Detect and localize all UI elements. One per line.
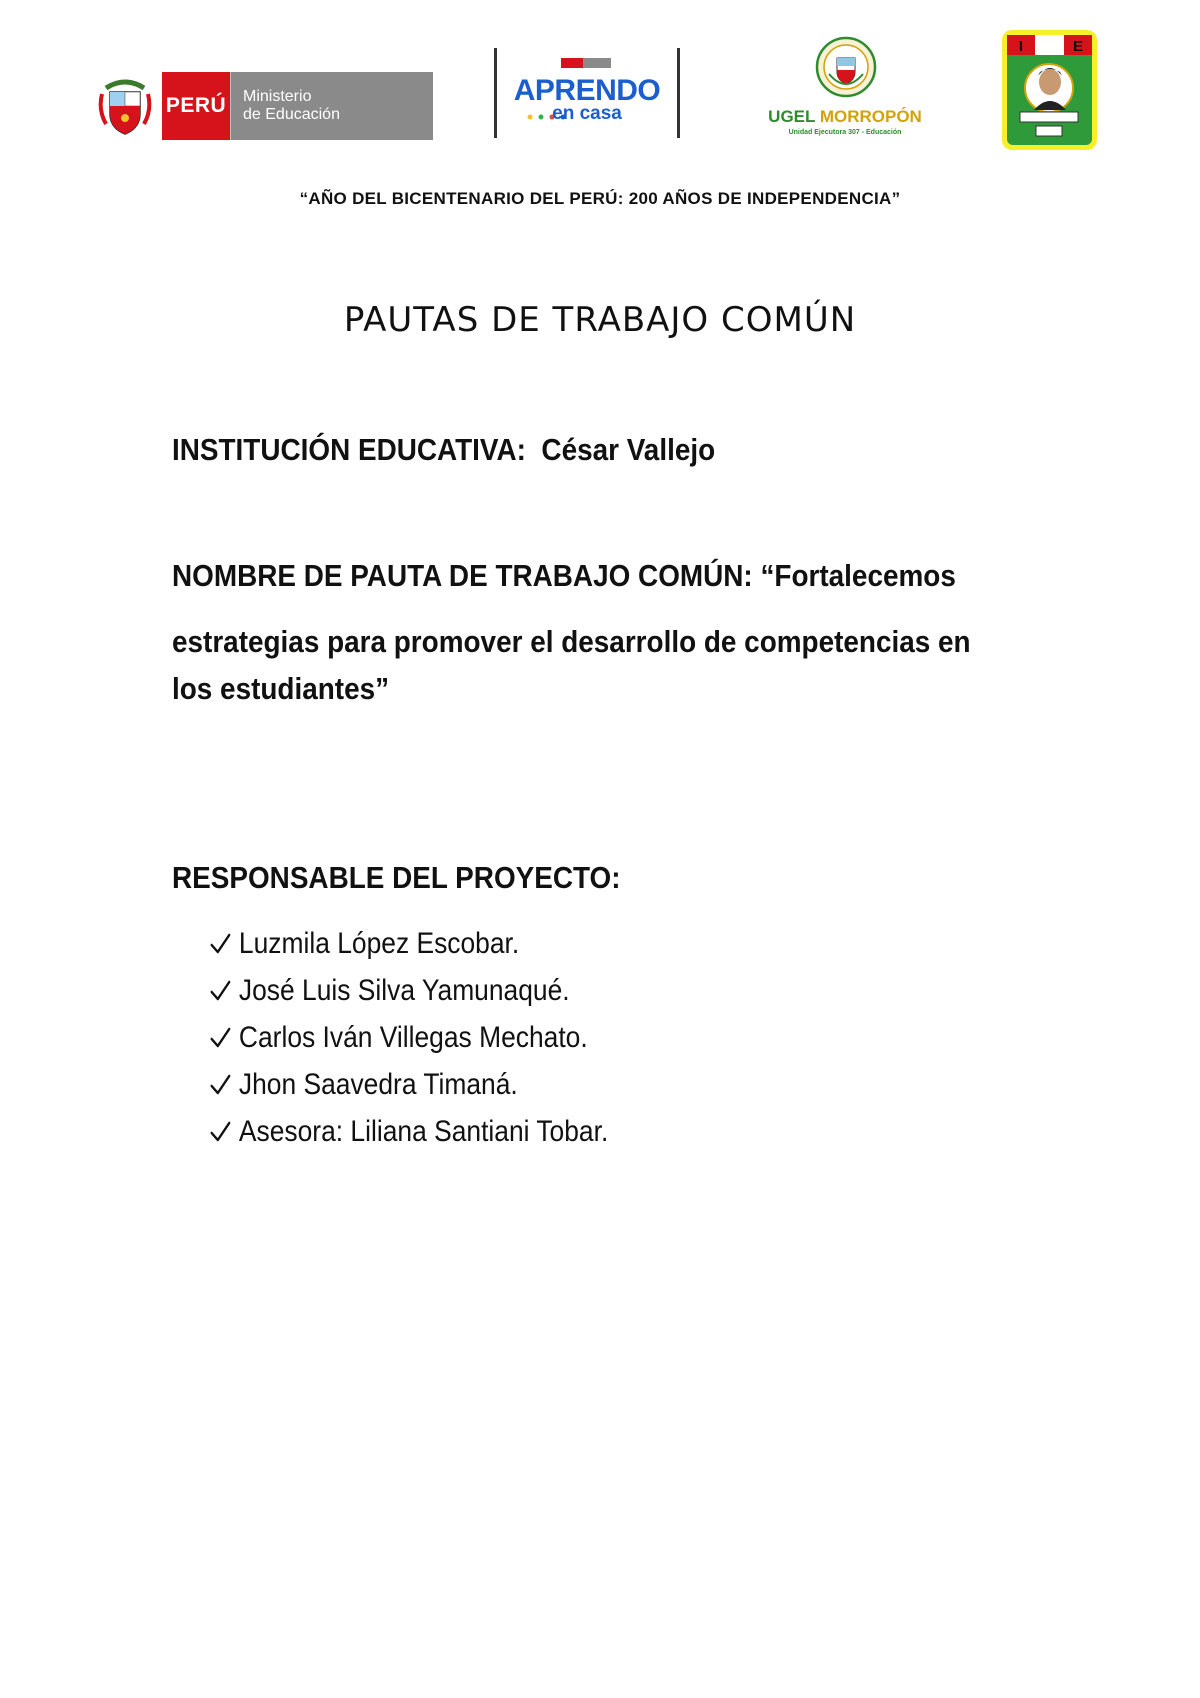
ugel-name-part-1: UGEL <box>768 107 816 126</box>
aprendo-subtitle: en casa <box>552 103 622 124</box>
member-name: José Luis Silva Yamunaqué. <box>238 973 570 1007</box>
aprendo-title: APRENDO <box>513 74 661 107</box>
page-title: PAUTAS DE TRABAJO COMÚN <box>343 300 857 340</box>
ministry-line-2: de Educación <box>243 106 340 123</box>
ministry-line-1: Ministerio <box>243 88 312 105</box>
members-list <box>209 920 663 1155</box>
ugel-name-part-2: MORROPÓN <box>819 107 922 126</box>
ie-cesar-vallejo-badge-icon <box>1002 30 1097 150</box>
institution-value: César Vallejo <box>541 432 716 467</box>
institution-label: INSTITUCIÓN EDUCATIVA: <box>172 432 526 467</box>
year-motto: “AÑO DEL BICENTENARIO DEL PERÚ: 200 AÑOS DE INDEPENDENCIA” <box>299 189 901 208</box>
ugel-subtitle: Unidad Ejecutora 307 - Educación <box>788 129 902 136</box>
checkmark-icon <box>209 1119 232 1145</box>
checkmark-icon <box>209 978 232 1004</box>
member-name: Asesora: Liliana Santiani Tobar. <box>238 1114 609 1148</box>
peru-coat-of-arms-icon <box>96 74 154 138</box>
header-logos <box>0 0 1200 160</box>
list-item <box>209 1014 608 1061</box>
list-item <box>209 967 608 1014</box>
member-name: Carlos Iván Villegas Mechato. <box>238 1020 588 1054</box>
list-item <box>209 920 608 967</box>
minedu-logo <box>96 72 433 140</box>
checkmark-icon <box>209 1072 232 1098</box>
list-item <box>209 1061 608 1108</box>
member-name: Luzmila López Escobar. <box>238 926 520 960</box>
ie-letter-e: E <box>1072 38 1084 55</box>
minedu-mini-icon <box>561 58 611 68</box>
checkmark-icon <box>209 1025 232 1051</box>
project-name-line-1: NOMBRE DE PAUTA DE TRABAJO COMÚN: “Fortalecemos <box>172 558 956 593</box>
list-item <box>209 1108 608 1155</box>
ugel-seal-icon <box>815 34 877 100</box>
ugel-morropon-logo <box>765 34 925 144</box>
project-name-line-3: los estudiantes” <box>172 671 390 706</box>
ministry-wordmark <box>230 72 433 140</box>
peru-wordmark: PERÚ <box>162 72 230 140</box>
responsible-heading: RESPONSABLE DEL PROYECTO: <box>172 860 621 895</box>
checkmark-icon <box>209 931 232 957</box>
project-name-line-2: estrategias para promover el desarrollo de competencias en <box>172 624 971 659</box>
aprendo-en-casa-logo <box>494 48 680 138</box>
ie-letter-i: I <box>1018 38 1024 55</box>
ugel-name <box>765 108 925 126</box>
member-name: Jhon Saavedra Timaná. <box>238 1067 518 1101</box>
institution-line <box>172 432 715 468</box>
